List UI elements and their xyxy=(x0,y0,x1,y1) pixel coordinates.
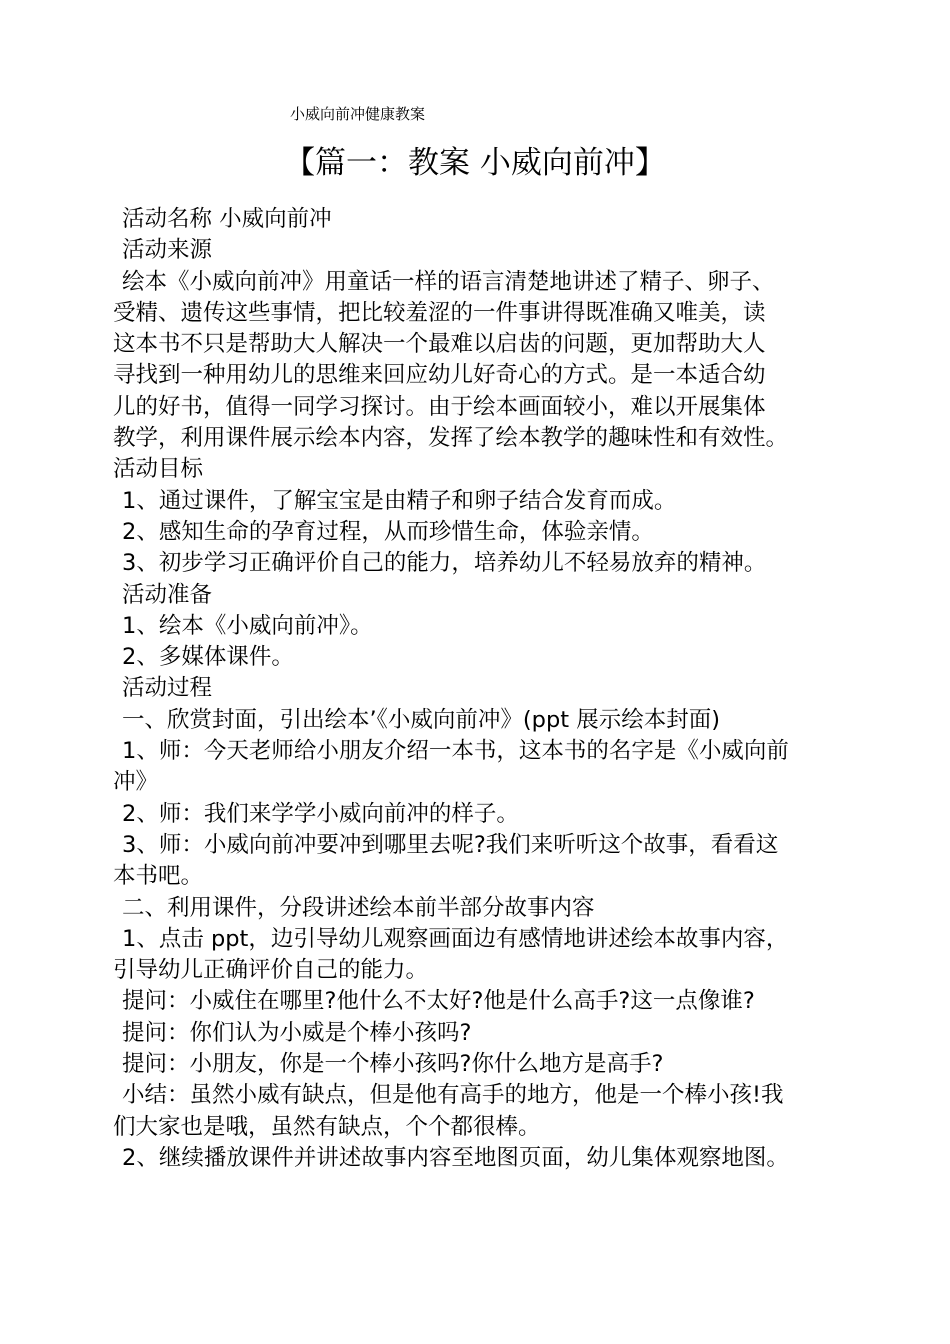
text-line: 1、绘本《小威向前冲》。 xyxy=(122,612,373,639)
text-line: 这本书不只是帮助大人解决一个最难以启齿的问题，更加帮助大人 xyxy=(113,331,766,358)
text-line: 小结：虽然小威有缺点，但是他有高手的地方，他是一个棒小孩!我 xyxy=(122,1082,784,1109)
text-line: 3、初步学习正确评价自己的能力，培养幼儿不轻易放弃的精神。 xyxy=(122,550,767,577)
text-line: 引导幼儿正确评价自己的能力。 xyxy=(113,957,429,984)
text-line: 2、师：我们来学学小威向前冲的样子。 xyxy=(122,800,519,827)
text-line: 3、师：小威向前冲要冲到哪里去呢?我们来听听这个故事，看看这 xyxy=(122,831,779,858)
text-line: 活动名称 小威向前冲 xyxy=(122,206,332,232)
text-line: 活动过程 xyxy=(122,675,213,702)
text-line: 二、利用课件，分段讲述绘本前半部分故事内容 xyxy=(122,894,595,921)
text-line: 2、继续播放课件并讲述故事内容至地图页面，幼儿集体观察地图。 xyxy=(122,1144,789,1171)
text-line: 受精、遗传这些事情，把比较羞涩的一件事讲得既准确又唯美，读 xyxy=(113,299,766,326)
text-line: 1、点击 ppt，边引导幼儿观察画面边有感情地讲述绘本故事内容， xyxy=(122,925,789,952)
text-line: 1、师：今天老师给小朋友介绍一本书，这本书的名字是《小威向前 xyxy=(122,738,789,765)
text-line: 们大家也是哦，虽然有缺点，个个都很棒。 xyxy=(113,1113,541,1140)
document-body xyxy=(113,204,838,1174)
document-title: 【篇一：教案 小威向前冲】 xyxy=(284,145,666,181)
text-line: 儿的好书，值得一同学习探讨。由于绘本画面较小，难以开展集体 xyxy=(113,393,766,420)
text-line: 活动准备 xyxy=(122,581,213,608)
text-line: 活动目标 xyxy=(113,456,204,483)
text-line: 绘本《小威向前冲》用童话一样的语言清楚地讲述了精子、卵子、 xyxy=(122,268,775,295)
text-line: 冲》 xyxy=(113,769,159,796)
header-note: 小威向前冲健康教案 xyxy=(290,105,426,123)
text-line: 2、感知生命的孕育过程，从而珍惜生命，体验亲情。 xyxy=(122,518,654,545)
text-line: 提问：你们认为小威是个棒小孩吗? xyxy=(122,1019,472,1046)
text-line: 1、通过课件，了解宝宝是由精子和卵子结合发育而成。 xyxy=(122,487,677,514)
text-line: 提问：小威住在哪里?他什么不太好?他是什么高手?这一点像谁? xyxy=(122,988,755,1015)
text-line: 提问：小朋友，你是一个棒小孩吗?你什么地方是高手? xyxy=(122,1051,664,1078)
text-line: 一、欣赏封面，引出绘本’《小威向前冲》(ppt 展示绘本封面) xyxy=(122,706,720,733)
text-line: 教学，利用课件展示绘本内容，发挥了绘本教学的趣味性和有效性。 xyxy=(113,425,789,452)
text-line: 本书吧。 xyxy=(113,863,204,890)
text-line: 寻找到一种用幼儿的思维来回应幼儿好奇心的方式。是一本适合幼 xyxy=(113,362,766,389)
text-line: 活动来源 xyxy=(122,237,213,264)
text-line: 2、多媒体课件。 xyxy=(122,644,294,671)
